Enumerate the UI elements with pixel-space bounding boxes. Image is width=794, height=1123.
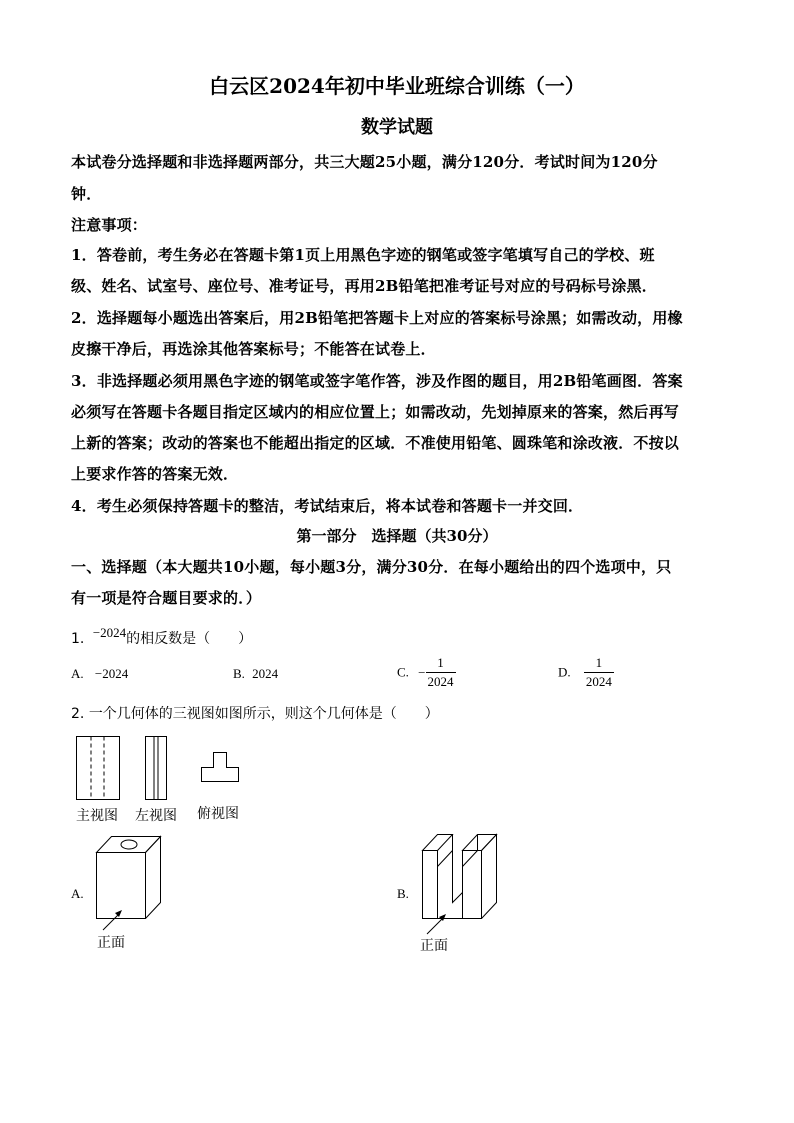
fraction: [584, 654, 614, 691]
section-heading-line-2: 有一项是符合题目要求的．）: [71, 589, 262, 607]
top-view-figure: [201, 752, 239, 782]
top-view-label: 俯视图: [197, 806, 239, 822]
note-line: 2．选择题每小题选出答案后，用2B铅笔把答题卡上对应的答案标号涂黑；如需改动，用橡: [71, 309, 683, 327]
section-heading-line-1: 一、选择题（本大题共10小题，每小题3分，满分30分．在每小题给出的四个选项中，只: [71, 558, 672, 576]
option-label: C.: [397, 664, 409, 680]
option-value: −2024: [94, 666, 129, 681]
question-number: 2.: [71, 706, 85, 722]
q2-option-b-label[interactable]: B.: [397, 886, 409, 901]
notes-heading: 注意事项：: [71, 216, 148, 234]
q2-option-a-label[interactable]: A.: [71, 886, 84, 901]
note-line: 4．考生必须保持答题卡的整洁，考试结束后，将本试卷和答题卡一并交回．: [71, 497, 584, 515]
q2-option-a-front-label: 正面: [97, 935, 125, 951]
intro-line-2: 钟．: [71, 185, 102, 203]
question-1: [71, 625, 253, 648]
intro-line-1: 本试卷分选择题和非选择题两部分，共三大题25小题，满分120分．考试时间为120分: [71, 153, 658, 171]
minus-sign: −: [418, 664, 426, 680]
q1-option-b[interactable]: [233, 666, 278, 682]
fraction-numerator: 1: [584, 654, 614, 673]
front-view-figure: [76, 736, 120, 800]
fraction-denominator: 2024: [585, 674, 612, 689]
q2-stem: 一个几何体的三视图如图所示，则这个几何体是（ ）: [88, 706, 439, 722]
option-label: D.: [558, 664, 571, 680]
q2-option-b-arrow: [424, 912, 449, 937]
q1-stem: 的相反数是（ ）: [126, 631, 253, 647]
subject-title: 数学试题: [361, 117, 433, 138]
q1-option-a[interactable]: [71, 666, 128, 682]
fraction-numerator: 1: [426, 654, 456, 673]
note-line: 级、姓名、试室号、座位号、准考证号，再用2B铅笔把准考证号对应的号码标号涂黑．: [71, 277, 657, 295]
note-line: 上要求作答的答案无效．: [71, 465, 239, 483]
note-line: 1．答卷前，考生务必在答题卡第1页上用黑色字迹的钢笔或签字笔填写自己的学校、班: [71, 246, 655, 264]
q1-option-c[interactable]: [397, 654, 456, 691]
left-view-figure: [145, 736, 167, 800]
fraction-denominator: 2024: [427, 674, 454, 689]
q2-option-b-front-label: 正面: [420, 938, 448, 954]
q2-option-a-arrow: [100, 908, 125, 933]
q1-option-d[interactable]: [558, 654, 614, 691]
part1-heading: 第一部分 选择题（共30分）: [296, 527, 498, 545]
question-number: 1.: [71, 631, 85, 647]
q1-expression: −2024: [92, 625, 127, 640]
note-line: 皮擦干净后，再选涂其他答案标号；不能答在试卷上．: [71, 340, 436, 358]
front-view-label: 主视图: [76, 808, 118, 824]
note-line: 3．非选择题必须用黑色字迹的钢笔或签字笔作答，涉及作图的题目，用2B铅笔画图．答案: [71, 372, 683, 390]
note-line: 上新的答案；改动的答案也不能超出指定的区域．不准使用铅笔、圆珠笔和涂改液．不按以: [71, 434, 680, 452]
question-2: [71, 703, 439, 723]
option-value: 2024: [252, 666, 279, 681]
fraction: [426, 654, 456, 691]
option-label: A.: [71, 666, 84, 681]
exam-title: 白云区2024年初中毕业班综合训练（一）: [209, 74, 585, 98]
option-label: B.: [233, 666, 245, 681]
note-line: 必须写在答题卡各题目指定区域内的相应位置上；如需改动，先划掉原来的答案，然后再写: [71, 403, 680, 421]
left-view-label: 左视图: [135, 808, 177, 824]
